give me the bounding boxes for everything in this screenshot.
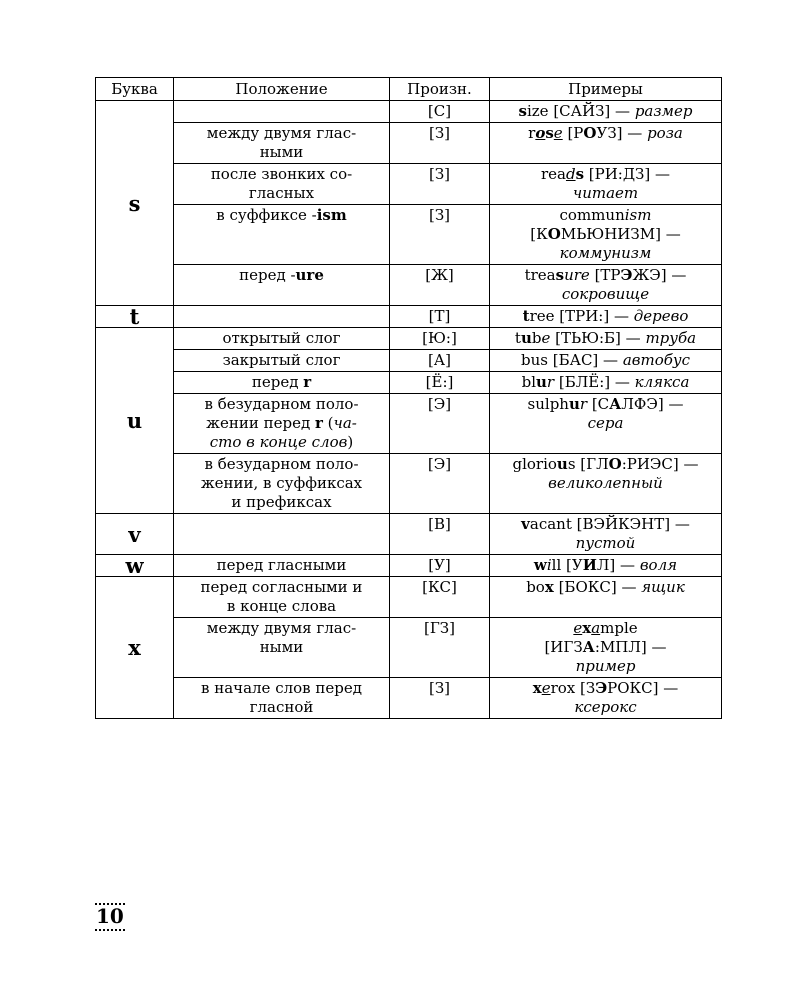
table-row <box>96 205 722 265</box>
example-cell: xerox [ЗЭРОКС] — ксерокс <box>490 678 722 719</box>
letter-cell: w <box>96 555 174 577</box>
pronunciation-cell: [В] <box>390 514 490 555</box>
example-cell: size [САЙЗ] — размер <box>490 101 722 123</box>
letter-cell: v <box>96 514 174 555</box>
example-cell: tree [ТРИ:] — дерево <box>490 306 722 328</box>
pronunciation-cell: [КС] <box>390 577 490 618</box>
pronunciation-cell: [Э] <box>390 394 490 454</box>
pronunciation-cell: [У] <box>390 555 490 577</box>
table-row <box>96 678 722 719</box>
position-cell: открытый слог <box>174 328 390 350</box>
table-header-row <box>96 78 722 101</box>
example-cell: tube [ТЬЮ:Б] — труба <box>490 328 722 350</box>
page-number: 10 <box>96 904 124 928</box>
table-row <box>96 577 722 618</box>
table-row <box>96 328 722 350</box>
letter-cell: u <box>96 328 174 514</box>
pronunciation-cell: [Э] <box>390 454 490 514</box>
table-row <box>96 164 722 205</box>
example-cell: box [БОКС] — ящик <box>490 577 722 618</box>
example-cell: glorious [ГЛО:РИЭС] — великолепный <box>490 454 722 514</box>
table-row <box>96 514 722 555</box>
example-cell: rose [РОУЗ] — роза <box>490 123 722 164</box>
position-cell: между двумя глас- ными <box>174 123 390 164</box>
header-pronunciation: Произн. <box>390 78 490 101</box>
position-cell: в суффиксе -ism <box>174 205 390 265</box>
footer-dots-bottom <box>95 929 125 931</box>
pronunciation-cell: [Ж] <box>390 265 490 306</box>
position-cell: перед согласными и в конце слова <box>174 577 390 618</box>
position-cell: перед гласными <box>174 555 390 577</box>
letter-cell: s <box>96 101 174 306</box>
header-letter: Буква <box>96 78 174 101</box>
table-body <box>96 101 722 719</box>
table-row <box>96 265 722 306</box>
pronunciation-cell: [З] <box>390 205 490 265</box>
header-examples: Примеры <box>490 78 722 101</box>
position-cell <box>174 514 390 555</box>
table-row <box>96 306 722 328</box>
header-position: Положение <box>174 78 390 101</box>
example-cell: treasure [ТРЭЖЭ] — сокровище <box>490 265 722 306</box>
pronunciation-cell: [А] <box>390 350 490 372</box>
table-row <box>96 618 722 678</box>
table-row <box>96 394 722 454</box>
table-row <box>96 101 722 123</box>
example-cell: bus [БАС] — автобус <box>490 350 722 372</box>
position-cell <box>174 101 390 123</box>
table-row <box>96 555 722 577</box>
letter-cell: x <box>96 577 174 719</box>
pronunciation-cell: [Ё:] <box>390 372 490 394</box>
example-cell: communism [КОМЬЮНИЗМ] — коммунизм <box>490 205 722 265</box>
position-cell: в безударном поло- жении, в суффиксах и префиксах <box>174 454 390 514</box>
pronunciation-cell: [З] <box>390 164 490 205</box>
position-cell: перед -ure <box>174 265 390 306</box>
example-cell: example [ИГЗА:МПЛ] — пример <box>490 618 722 678</box>
pronunciation-cell: [З] <box>390 123 490 164</box>
table-row <box>96 123 722 164</box>
position-cell <box>174 306 390 328</box>
letter-cell: t <box>96 306 174 328</box>
pronunciation-table <box>95 77 722 719</box>
example-cell: sulphur [САЛФЭ] — сера <box>490 394 722 454</box>
position-cell: между двумя глас- ными <box>174 618 390 678</box>
position-cell: после звонких со- гласных <box>174 164 390 205</box>
example-cell: will [УИЛ] — воля <box>490 555 722 577</box>
pronunciation-cell: [ГЗ] <box>390 618 490 678</box>
example-cell: vacant [ВЭЙКЭНТ] — пустой <box>490 514 722 555</box>
position-cell: в начале слов перед гласной <box>174 678 390 719</box>
table-row <box>96 350 722 372</box>
pronunciation-cell: [З] <box>390 678 490 719</box>
table-row <box>96 454 722 514</box>
example-cell: blur [БЛЁ:] — клякса <box>490 372 722 394</box>
pronunciation-cell: [С] <box>390 101 490 123</box>
pronunciation-cell: [Т] <box>390 306 490 328</box>
position-cell: перед r <box>174 372 390 394</box>
position-cell: закрытый слог <box>174 350 390 372</box>
example-cell: reads [РИ:ДЗ] — читает <box>490 164 722 205</box>
pronunciation-cell: [Ю:] <box>390 328 490 350</box>
table-row <box>96 372 722 394</box>
position-cell: в безударном поло- жении перед r (ча- сто в конце слов) <box>174 394 390 454</box>
